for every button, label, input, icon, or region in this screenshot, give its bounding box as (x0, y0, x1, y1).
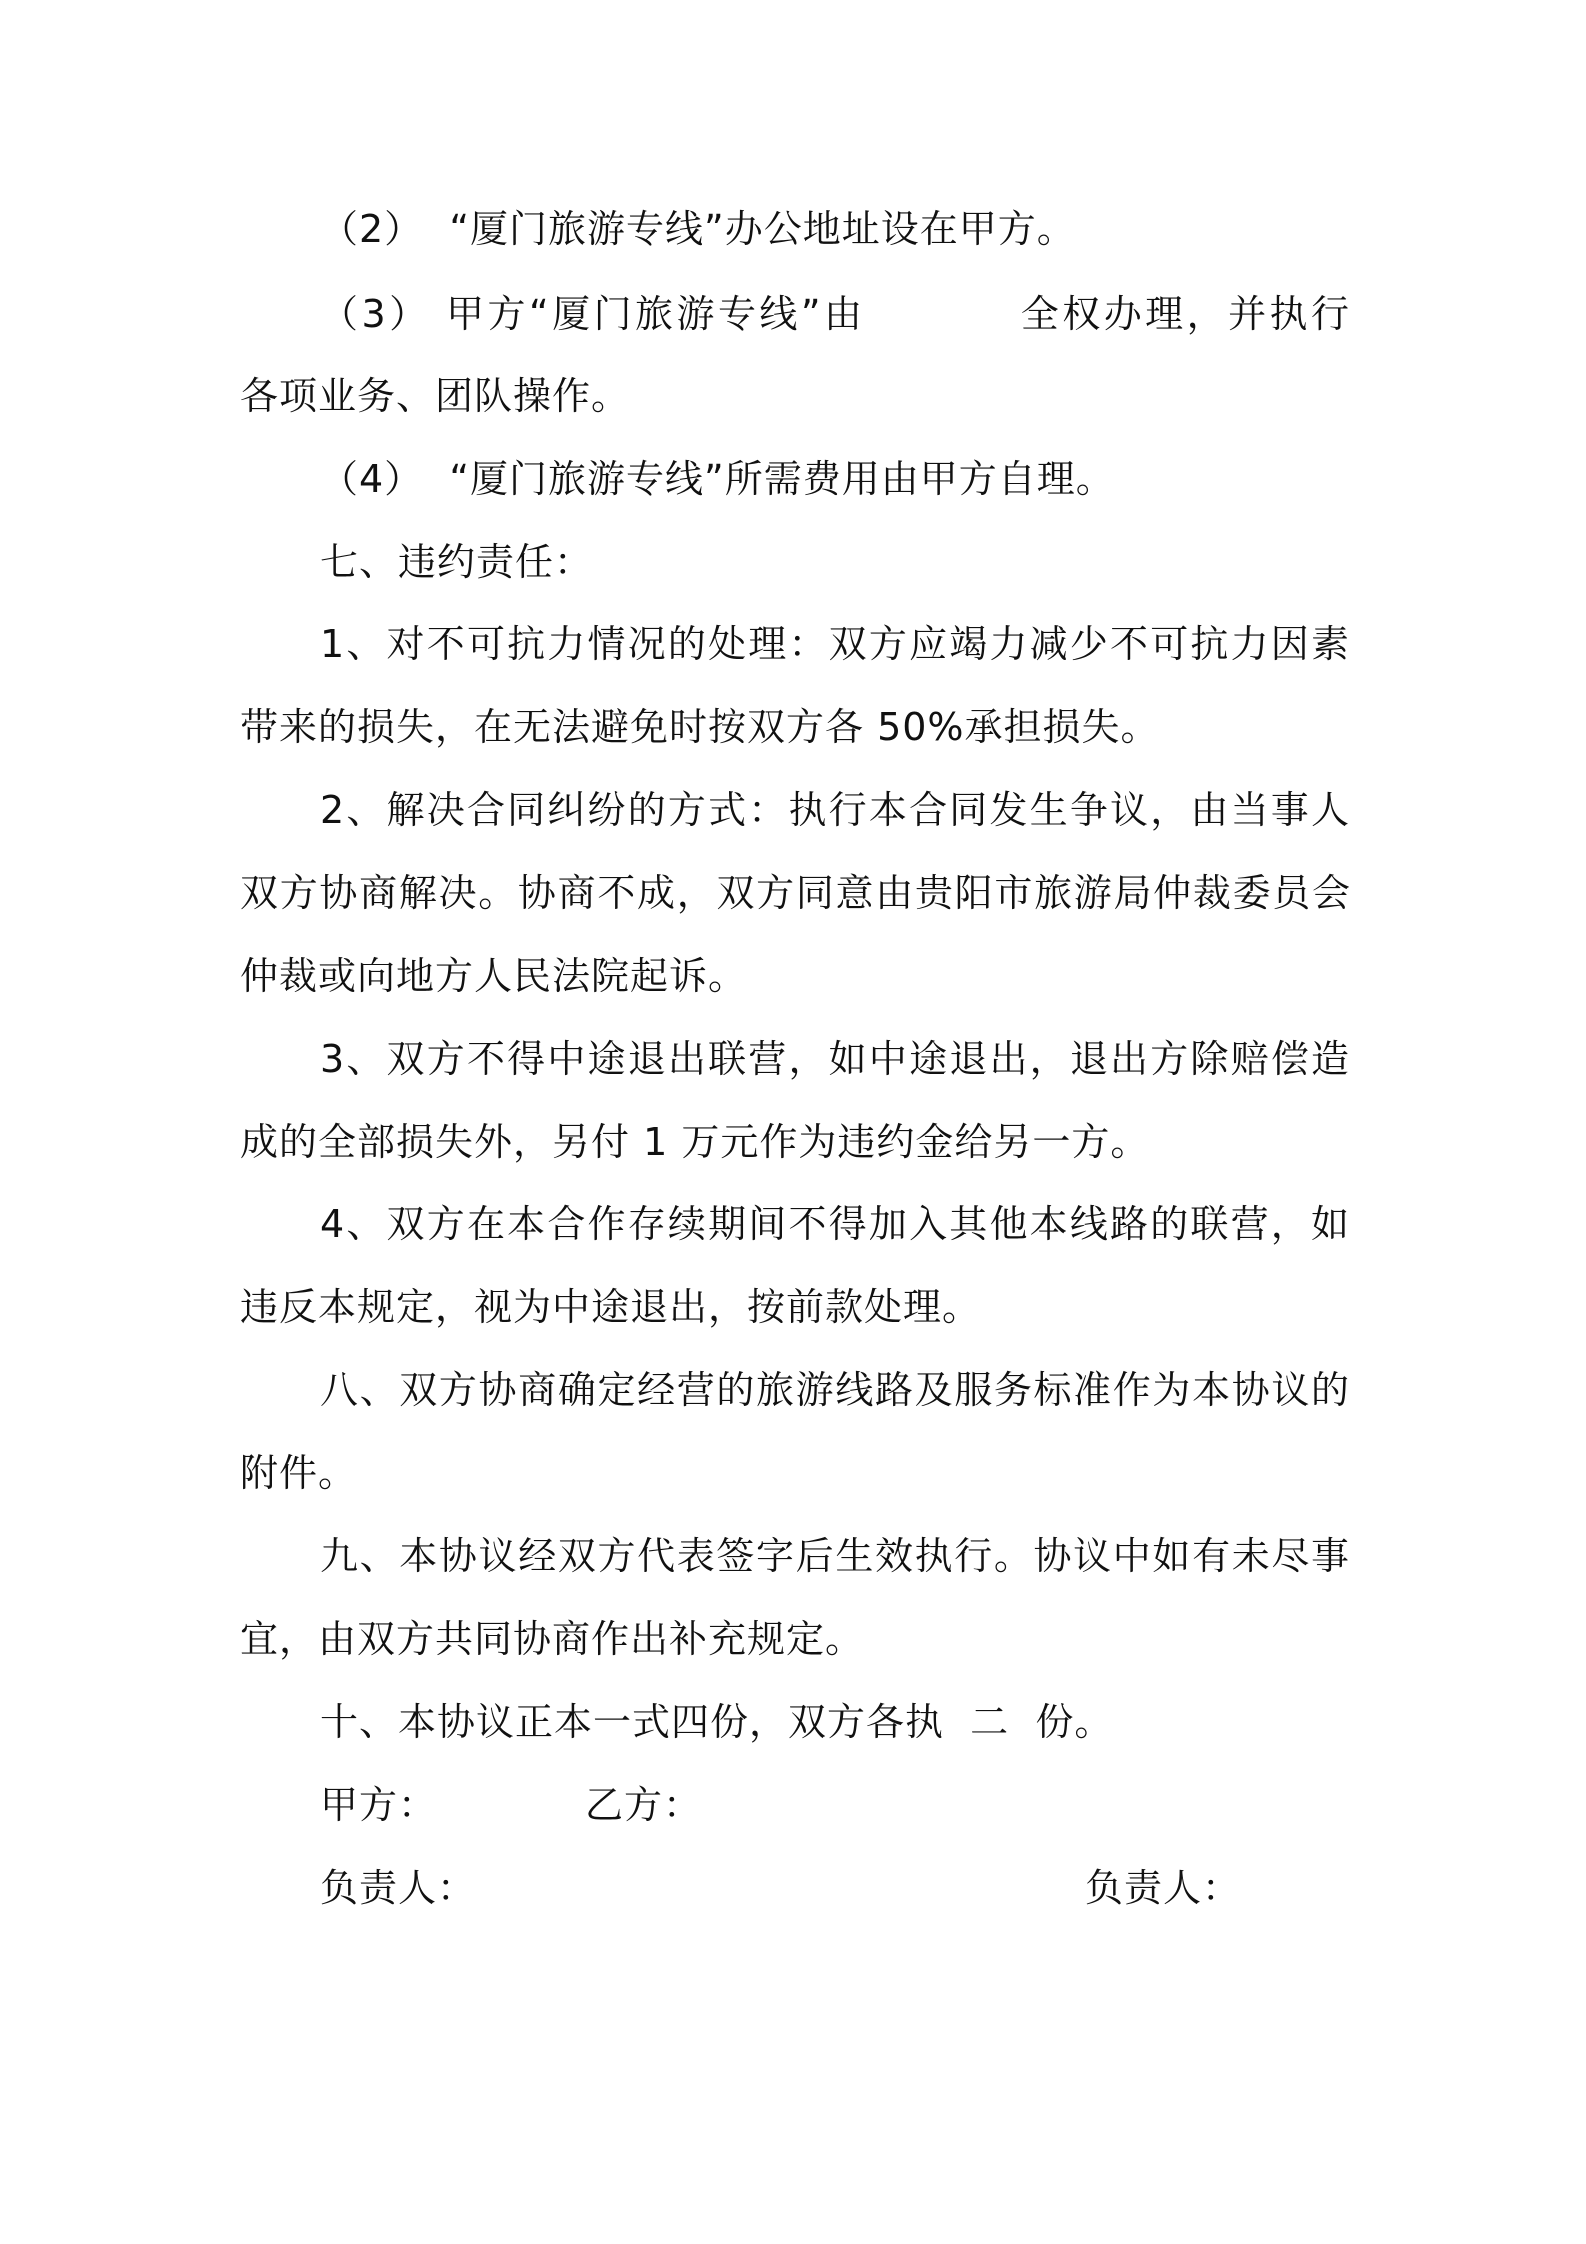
clause-7-3-line-1: 3、双方不得中途退出联营，如中途退出，退出方除赔偿造 (320, 1037, 1350, 1081)
clause-7-2-line-3: 仲裁或向地方人民法院起诉。 (240, 954, 748, 998)
clause-6-2: （2） “厦门旅游专线”办公地址设在甲方。 (320, 207, 1076, 251)
clause-7-4-line-1: 4、双方在本合作存续期间不得加入其他本线路的联营，如 (320, 1202, 1350, 1246)
clause-7-1-line-2: 带来的损失，在无法避免时按双方各 50%承担损失。 (240, 705, 1160, 749)
clause-6-4: （4） “厦门旅游专线”所需费用由甲方自理。 (320, 457, 1115, 501)
section-9-line-2: 宜，由双方共同协商作出补充规定。 (240, 1617, 865, 1661)
section-9-line-1: 九、本协议经双方代表签字后生效执行。协议中如有未尽事 (320, 1534, 1350, 1578)
section-7-heading: 七、违约责任： (320, 540, 594, 584)
clause-6-3-line-2: 各项业务、团队操作。 (240, 374, 631, 418)
clause-7-2-line-2: 双方协商解决。协商不成，双方同意由贵阳市旅游局仲裁委员会 (240, 871, 1350, 915)
clause-7-4-line-2: 违反本规定，视为中途退出，按前款处理。 (240, 1285, 982, 1329)
section-10: 十、本协议正本一式四份，双方各执 二 份。 (320, 1700, 1114, 1744)
party-a-label: 甲方： (320, 1783, 438, 1827)
clause-7-2-line-1: 2、解决合同纠纷的方式：执行本合同发生争议，由当事人 (320, 788, 1350, 832)
section-8-line-2: 附件。 (240, 1451, 358, 1495)
party-b-label: 乙方： (585, 1783, 703, 1827)
clause-6-3-line-1: （3） 甲方“厦门旅游专线”由 全权办理，并执行 (320, 292, 1350, 336)
clause-7-3-line-2: 成的全部损失外，另付 1 万元作为违约金给另一方。 (240, 1120, 1150, 1164)
section-8-line-1: 八、双方协商确定经营的旅游线路及服务标准作为本协议的 (320, 1368, 1350, 1412)
representative-b-label: 负责人： (1085, 1866, 1242, 1910)
representative-a-label: 负责人： (320, 1866, 477, 1910)
clause-7-1-line-1: 1、对不可抗力情况的处理：双方应竭力减少不可抗力因素 (320, 622, 1350, 666)
